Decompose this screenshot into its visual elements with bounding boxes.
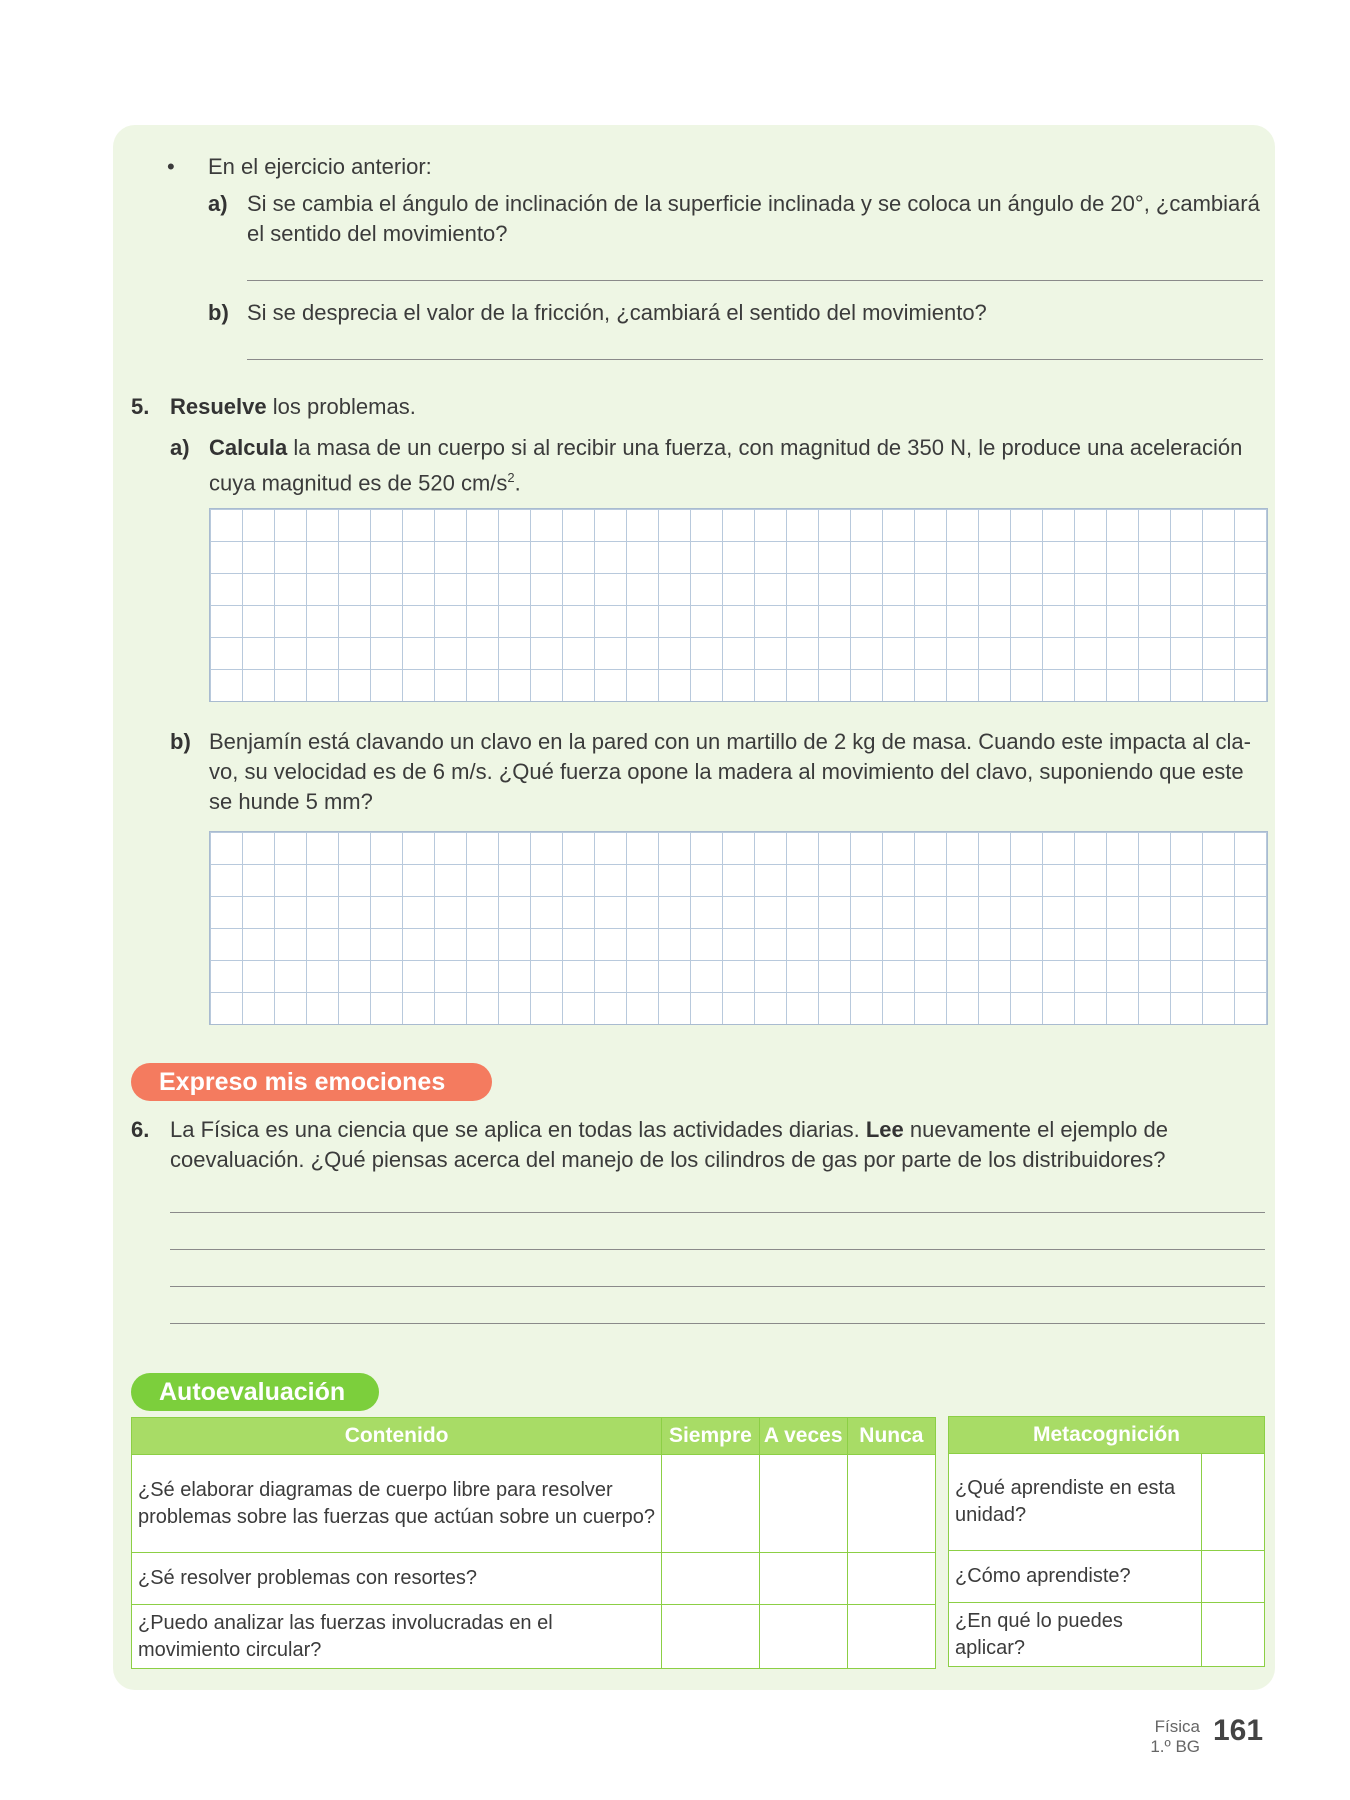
intro-b-text: Si se desprecia el valor de la fricción, ¿cambiará el sentido del movimiento? (247, 300, 987, 325)
metacognition-question: ¿Cómo aprendiste? (949, 1551, 1202, 1603)
metacognition-question: ¿En qué lo puedes aplicar? (949, 1603, 1202, 1667)
q5-b-line3: se hunde 5 mm? (209, 789, 373, 814)
metacognition-table (948, 1416, 1265, 1667)
page-number: 161 (1213, 1714, 1264, 1747)
checkbox-cell[interactable] (662, 1605, 759, 1669)
header-a-veces: A veces (759, 1418, 847, 1455)
q5-b-label: b) (170, 729, 191, 754)
checkbox-cell[interactable] (847, 1605, 935, 1669)
bullet: • (167, 154, 175, 179)
header-siempre: Siempre (662, 1418, 759, 1455)
q6-number: 6. (131, 1117, 150, 1142)
checkbox-cell[interactable] (847, 1553, 935, 1605)
answer-line[interactable] (247, 359, 1263, 360)
intro-a-line1: Si se cambia el ángulo de inclinación de la superficie inclinada y se coloca un ángulo de 20°, ¿cambiará (247, 191, 1260, 216)
q5-number: 5. (131, 394, 150, 419)
checkbox-cell[interactable] (759, 1553, 847, 1605)
q5-rest: los problemas. (266, 394, 416, 419)
checkbox-cell[interactable] (662, 1455, 759, 1553)
q6-line1-bold: Lee (865, 1117, 904, 1142)
header-metacognicion: Metacognición (949, 1417, 1265, 1454)
table-row (949, 1603, 1265, 1667)
q5-a-line2 (209, 463, 521, 498)
answer-line[interactable] (170, 1249, 1265, 1250)
intro-a-line2: el sentido del movimiento? (247, 221, 508, 246)
table-row (132, 1553, 936, 1605)
self-eval-question: ¿Sé elaborar diagramas de cuerpo libre para resolver problemas sobre las fuerzas que actúan sobre un cuerpo? (132, 1455, 662, 1553)
q5-a-line1 (209, 433, 1242, 463)
q5-prompt (170, 392, 416, 422)
self-eval-badge: Autoevaluación (131, 1373, 379, 1411)
q6-line1-end: nuevamente el ejemplo de (903, 1117, 1168, 1142)
checkbox-cell[interactable] (759, 1455, 847, 1553)
header-contenido: Contenido (132, 1418, 662, 1455)
answer-cell[interactable] (1202, 1454, 1265, 1551)
self-eval-header-row (132, 1418, 936, 1455)
emotions-badge: Expreso mis emociones (131, 1063, 492, 1101)
q5-b-line2: vo, su velocidad es de 6 m/s. ¿Qué fuerza opone la madera al movimiento del clavo, suponiendo que este (209, 759, 1244, 784)
footer-subject: Física (1154, 1717, 1200, 1736)
q5-a-verb: Calcula (209, 435, 288, 460)
answer-line[interactable] (247, 280, 1263, 281)
answer-cell[interactable] (1202, 1603, 1265, 1667)
intro-a-label: a) (208, 191, 228, 216)
q5-a-label: a) (170, 435, 190, 460)
q5-a-sup: 2 (507, 470, 515, 485)
q5-a-period: . (514, 470, 521, 496)
metacognition-question: ¿Qué aprendiste en esta unidad? (949, 1454, 1202, 1551)
q6-line1-start: La Física es una ciencia que se aplica en todas las actividades diarias. (170, 1117, 866, 1142)
self-eval-question: ¿Sé resolver problemas con resortes? (132, 1553, 662, 1605)
q5-a-rest: la masa de un cuerpo si al recibir una fuerza, con magnitud de 350 N, le produce una aceleración (287, 435, 1243, 460)
self-eval-table (131, 1417, 936, 1669)
checkbox-cell[interactable] (759, 1605, 847, 1669)
table-row (949, 1454, 1265, 1551)
answer-line[interactable] (170, 1212, 1265, 1213)
self-eval-question: ¿Puedo analizar las fuerzas involucradas en el movimiento circular? (132, 1605, 662, 1669)
table-row (132, 1605, 936, 1669)
q6-line1 (170, 1115, 1168, 1145)
answer-line[interactable] (170, 1286, 1265, 1287)
q5-verb: Resuelve (170, 394, 267, 419)
footer-grade: 1.º BG (1150, 1737, 1200, 1756)
intro-lead: En el ejercicio anterior: (208, 154, 432, 179)
work-grid-b[interactable] (209, 831, 1268, 1025)
work-grid-a[interactable] (209, 508, 1268, 702)
answer-line[interactable] (170, 1323, 1265, 1324)
table-row (949, 1551, 1265, 1603)
header-nunca: Nunca (847, 1418, 935, 1455)
q5-b-line1: Benjamín está clavando un clavo en la pared con un martillo de 2 kg de masa. Cuando este impacta al cla- (209, 729, 1251, 754)
metacognition-header-row (949, 1417, 1265, 1454)
q5-a-line2-text: cuya magnitud es de 520 cm/s (209, 470, 508, 496)
checkbox-cell[interactable] (662, 1553, 759, 1605)
intro-b-label: b) (208, 300, 229, 325)
q6-line2: coevaluación. ¿Qué piensas acerca del manejo de los cilindros de gas por parte de los distribuidores? (170, 1147, 1166, 1172)
table-row (132, 1455, 936, 1553)
answer-cell[interactable] (1202, 1551, 1265, 1603)
checkbox-cell[interactable] (847, 1455, 935, 1553)
